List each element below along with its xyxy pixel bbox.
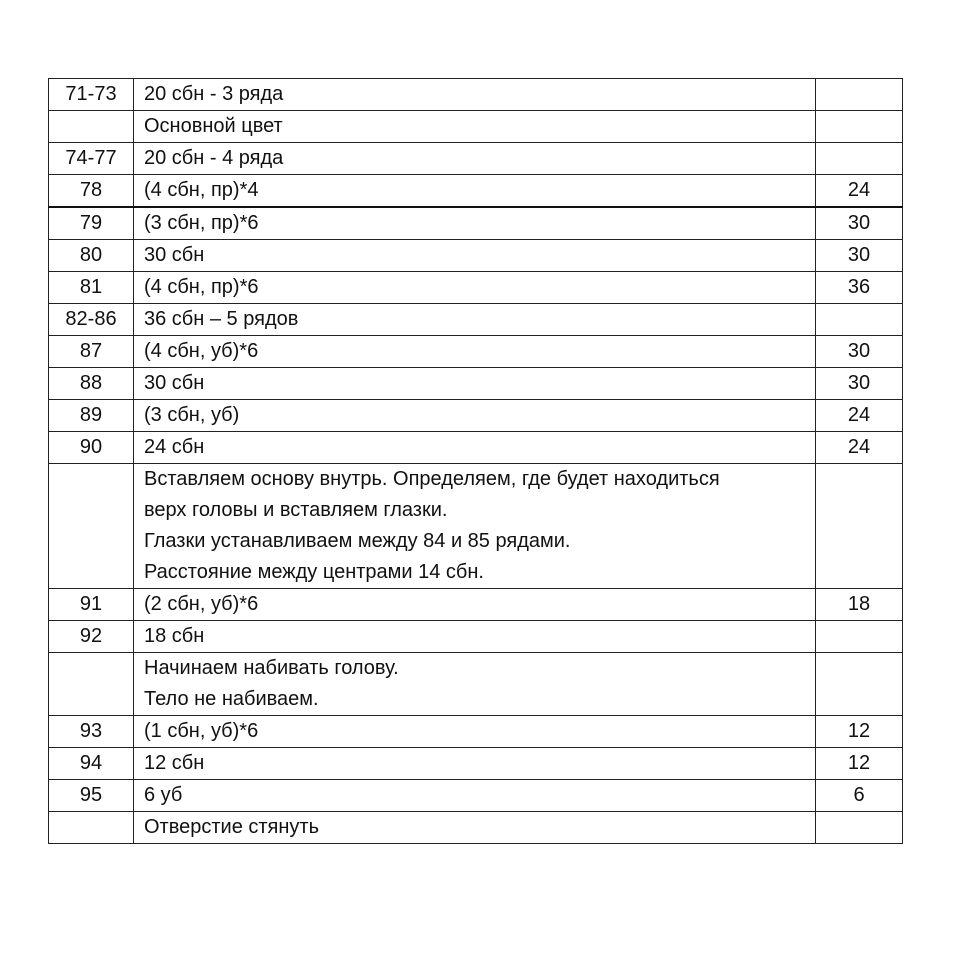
- instruction-line: (4 сбн, уб)*6: [144, 340, 259, 362]
- instruction-cell: [134, 79, 816, 111]
- stitch-count-cell: 24: [816, 432, 903, 464]
- row-number-cell: 78: [49, 175, 134, 208]
- instruction-cell: [134, 716, 816, 748]
- stitch-count-cell: 18: [816, 589, 903, 621]
- instruction-cell: [134, 400, 816, 432]
- instruction-line: 30 сбн: [144, 244, 205, 266]
- instruction-line: Отверстие стянуть: [144, 816, 319, 838]
- table-row: [49, 240, 903, 272]
- instruction-cell: [134, 748, 816, 780]
- instruction-line: Вставляем основу внутрь. Определяем, где будет находиться: [144, 468, 720, 490]
- row-number-cell: 80: [49, 240, 134, 272]
- stitch-count-cell: 30: [816, 336, 903, 368]
- table-row: [49, 272, 903, 304]
- instruction-line: (1 сбн, уб)*6: [144, 720, 259, 742]
- row-number-cell: 88: [49, 368, 134, 400]
- row-number-cell: 91: [49, 589, 134, 621]
- table-row: [49, 111, 903, 143]
- instruction-line: 18 сбн: [144, 625, 205, 647]
- instruction-cell: [134, 272, 816, 304]
- instruction-line: (4 сбн, пр)*6: [144, 276, 259, 298]
- stitch-count-cell: [816, 111, 903, 143]
- instruction-line: (4 сбн, пр)*4: [144, 179, 259, 201]
- table-row: [49, 589, 903, 621]
- instruction-line: 24 сбн: [144, 436, 205, 458]
- row-number-cell: 95: [49, 780, 134, 812]
- instruction-cell: [134, 432, 816, 464]
- row-number-cell: 74-77: [49, 143, 134, 175]
- instruction-line: Начинаем набивать голову.: [144, 657, 399, 679]
- instruction-line: 30 сбн: [144, 372, 205, 394]
- table-row: [49, 432, 903, 464]
- table-body: [49, 79, 903, 844]
- instruction-cell: [134, 175, 816, 208]
- instruction-line: Основной цвет: [144, 115, 283, 137]
- table-row: [49, 207, 903, 240]
- stitch-count-cell: [816, 304, 903, 336]
- instruction-cell: [134, 143, 816, 175]
- row-number-cell: 87: [49, 336, 134, 368]
- table-row: [49, 780, 903, 812]
- stitch-count-cell: 24: [816, 400, 903, 432]
- instruction-cell: [134, 589, 816, 621]
- instruction-cell: [134, 464, 816, 589]
- instruction-line: Расстояние между центрами 14 сбн.: [144, 561, 484, 583]
- instruction-cell: [134, 368, 816, 400]
- table-row: [49, 79, 903, 111]
- pattern-table-viewport: [48, 83, 908, 838]
- stitch-count-cell: 30: [816, 240, 903, 272]
- stitch-count-cell: 24: [816, 175, 903, 208]
- instruction-line: 12 сбн: [144, 752, 205, 774]
- stitch-count-cell: [816, 464, 903, 589]
- table-row: [49, 621, 903, 653]
- instruction-line: (2 сбн, уб)*6: [144, 593, 259, 615]
- instruction-cell: [134, 111, 816, 143]
- row-number-cell: 93: [49, 716, 134, 748]
- crochet-pattern-table: [48, 78, 903, 844]
- row-number-cell: 89: [49, 400, 134, 432]
- instruction-cell: [134, 240, 816, 272]
- row-number-cell: 90: [49, 432, 134, 464]
- row-number-cell: 94: [49, 748, 134, 780]
- stitch-count-cell: [816, 79, 903, 111]
- table-row: [49, 716, 903, 748]
- instruction-line: 20 сбн - 4 ряда: [144, 147, 284, 169]
- table-row: [49, 368, 903, 400]
- instruction-line: 6 уб: [144, 784, 183, 806]
- instruction-line: (3 сбн, уб): [144, 404, 240, 426]
- table-row: [49, 400, 903, 432]
- stitch-count-cell: [816, 143, 903, 175]
- instruction-cell: [134, 812, 816, 844]
- row-number-cell: [49, 653, 134, 716]
- stitch-count-cell: 12: [816, 748, 903, 780]
- table-row: [49, 175, 903, 208]
- stitch-count-cell: 30: [816, 368, 903, 400]
- table-row: [49, 748, 903, 780]
- table-row: [49, 653, 903, 716]
- table-row: [49, 336, 903, 368]
- row-number-cell: [49, 111, 134, 143]
- row-number-cell: 81: [49, 272, 134, 304]
- instruction-cell: [134, 336, 816, 368]
- instruction-cell: [134, 621, 816, 653]
- row-number-cell: 92: [49, 621, 134, 653]
- instruction-cell: [134, 304, 816, 336]
- row-number-cell: 79: [49, 207, 134, 240]
- stitch-count-cell: 12: [816, 716, 903, 748]
- stitch-count-cell: [816, 812, 903, 844]
- row-number-cell: [49, 812, 134, 844]
- instruction-line: Глазки устанавливаем между 84 и 85 рядами.: [144, 530, 571, 552]
- stitch-count-cell: [816, 653, 903, 716]
- instruction-cell: [134, 653, 816, 716]
- instruction-cell: [134, 207, 816, 240]
- instruction-line: верх головы и вставляем глазки.: [144, 499, 448, 521]
- table-row: [49, 304, 903, 336]
- table-row: [49, 812, 903, 844]
- stitch-count-cell: 6: [816, 780, 903, 812]
- row-number-cell: 71-73: [49, 79, 134, 111]
- stitch-count-cell: 36: [816, 272, 903, 304]
- table-row: [49, 143, 903, 175]
- instruction-line: 20 сбн - 3 ряда: [144, 83, 284, 105]
- stitch-count-cell: [816, 621, 903, 653]
- row-number-cell: [49, 464, 134, 589]
- instruction-line: (3 сбн, пр)*6: [144, 212, 259, 234]
- instruction-line: 36 сбн – 5 рядов: [144, 308, 299, 330]
- table-row: [49, 464, 903, 589]
- instruction-line: Тело не набиваем.: [144, 688, 319, 710]
- instruction-cell: [134, 780, 816, 812]
- row-number-cell: 82-86: [49, 304, 134, 336]
- stitch-count-cell: 30: [816, 207, 903, 240]
